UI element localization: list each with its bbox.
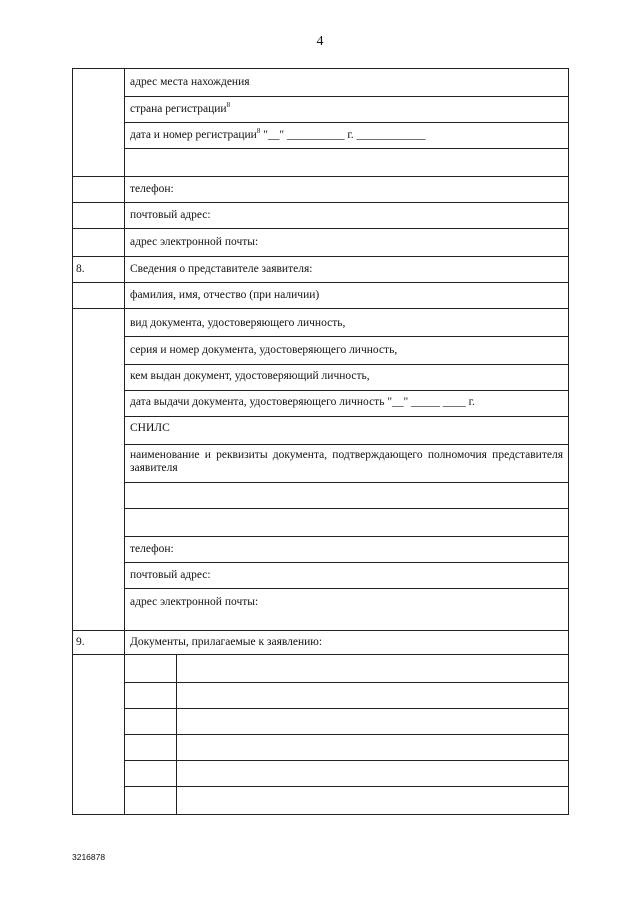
representative-phone-label: телефон: (130, 543, 174, 555)
row-divider (72, 654, 568, 655)
table-top-border (72, 68, 568, 69)
row-divider (124, 122, 568, 123)
representative-snils-label: СНИЛС (130, 422, 170, 434)
applicant-postal-address-label: почтовый адрес: (130, 209, 211, 221)
representative-email-label: адрес электронной почты: (130, 596, 259, 608)
row-divider (124, 148, 568, 149)
country-registration-label: страна регистрации$^8$ (130, 101, 231, 115)
row-divider (124, 336, 568, 337)
representative-id-issued-by-label: кем выдан документ, удостоверяющий личность, (130, 370, 370, 382)
representative-id-series-number-label: серия и номер документа, удостоверяющего личность, (130, 344, 398, 356)
row-divider (124, 508, 568, 509)
row-divider (124, 482, 568, 483)
section-8-number: 8. (76, 263, 85, 275)
section-8-title: Сведения о представителе заявителя: (130, 263, 313, 275)
column-divider (124, 68, 125, 815)
attachment-row-divider (124, 708, 568, 709)
attachment-row-divider (124, 786, 568, 787)
attachment-row-divider (124, 682, 568, 683)
registration-date-number-label: дата и номер регистрации$^8$ "__" __________ г. ____________ (130, 127, 426, 141)
document-code: 3216878 (72, 852, 106, 862)
row-divider (72, 630, 568, 631)
row-divider (72, 282, 568, 283)
applicant-email-label: адрес электронной почты: (130, 236, 259, 248)
row-divider (124, 536, 568, 537)
row-divider (124, 416, 568, 417)
row-divider (124, 390, 568, 391)
applicant-phone-label: телефон: (130, 183, 174, 195)
row-divider (72, 256, 568, 257)
form-table (72, 68, 568, 814)
representative-authority-document-label: наименование и реквизиты документа, подтверждающего полномочия представителя заявителя (130, 449, 563, 474)
address-location-label: адрес места нахождения (130, 76, 250, 88)
footnote-mark: 8 (226, 101, 231, 109)
table-left-border (72, 68, 73, 815)
row-divider (124, 364, 568, 365)
row-divider (124, 96, 568, 97)
row-divider (72, 228, 568, 229)
attachment-row-divider (124, 760, 568, 761)
attachment-row-divider (124, 734, 568, 735)
row-divider (124, 444, 568, 445)
footnote-mark: 8 (256, 127, 261, 135)
section-9-number: 9. (76, 636, 85, 648)
row-divider (72, 176, 568, 177)
representative-id-document-type-label: вид документа, удостоверяющего личность, (130, 317, 346, 329)
table-right-border (568, 68, 569, 815)
page-number: 4 (316, 34, 324, 49)
section-9-title: Документы, прилагаемые к заявлению: (130, 636, 323, 648)
representative-full-name-label: фамилия, имя, отчество (при наличии) (130, 289, 320, 301)
row-divider (124, 562, 568, 563)
row-divider (72, 308, 568, 309)
representative-postal-address-label: почтовый адрес: (130, 569, 211, 581)
representative-id-issue-date-label: дата выдачи документа, удостоверяющего личность "__" _____ ____ г. (130, 396, 475, 408)
row-divider (72, 202, 568, 203)
row-divider (124, 588, 568, 589)
table-bottom-border (72, 814, 568, 815)
